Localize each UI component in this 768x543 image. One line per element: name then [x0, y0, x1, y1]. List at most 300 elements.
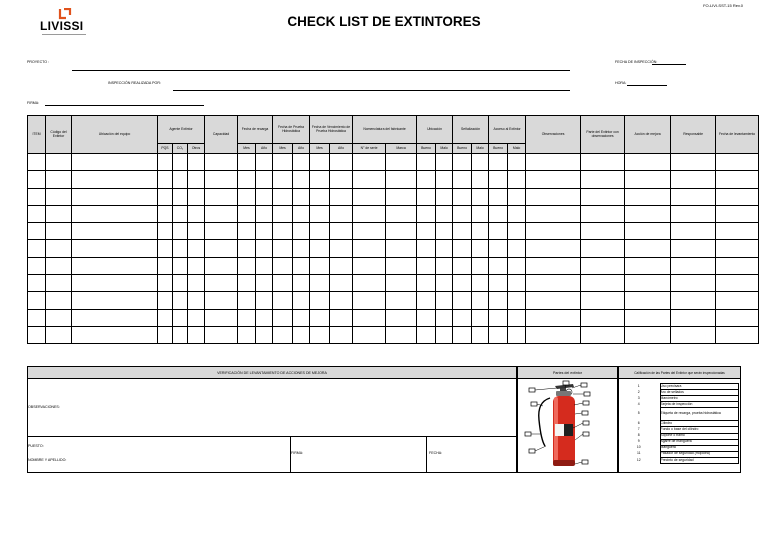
table-cell[interactable] — [173, 188, 188, 205]
table-cell[interactable] — [256, 309, 273, 326]
table-cell[interactable] — [436, 309, 453, 326]
table-cell[interactable] — [158, 154, 173, 171]
table-cell[interactable] — [46, 240, 72, 257]
table-cell[interactable] — [330, 240, 353, 257]
table-cell[interactable] — [453, 240, 472, 257]
table-cell[interactable] — [581, 205, 625, 222]
table-cell[interactable] — [386, 154, 417, 171]
table-cell[interactable] — [28, 275, 46, 292]
table-cell[interactable] — [386, 205, 417, 222]
table-cell[interactable] — [417, 292, 436, 309]
table-cell[interactable] — [526, 154, 581, 171]
table-cell[interactable] — [256, 223, 273, 240]
table-cell[interactable] — [581, 257, 625, 274]
table-cell[interactable] — [188, 154, 205, 171]
table-cell[interactable] — [205, 171, 238, 188]
table-cell[interactable] — [453, 309, 472, 326]
table-cell[interactable] — [386, 309, 417, 326]
table-cell[interactable] — [353, 154, 386, 171]
table-cell[interactable] — [508, 292, 526, 309]
table-cell[interactable] — [489, 257, 508, 274]
table-cell[interactable] — [489, 275, 508, 292]
table-cell[interactable] — [417, 223, 436, 240]
table-cell[interactable] — [238, 240, 256, 257]
table-cell[interactable] — [472, 171, 489, 188]
table-cell[interactable] — [330, 188, 353, 205]
table-cell[interactable] — [526, 309, 581, 326]
table-cell[interactable] — [310, 309, 330, 326]
table-cell[interactable] — [173, 326, 188, 343]
table-cell[interactable] — [581, 154, 625, 171]
table-cell[interactable] — [526, 205, 581, 222]
table-cell[interactable] — [28, 154, 46, 171]
table-cell[interactable] — [453, 205, 472, 222]
table-cell[interactable] — [293, 309, 310, 326]
table-cell[interactable] — [508, 188, 526, 205]
table-cell[interactable] — [273, 171, 293, 188]
table-cell[interactable] — [256, 154, 273, 171]
table-cell[interactable] — [489, 205, 508, 222]
table-cell[interactable] — [436, 188, 453, 205]
table-cell[interactable] — [273, 240, 293, 257]
table-cell[interactable] — [671, 240, 716, 257]
table-cell[interactable] — [489, 188, 508, 205]
table-cell[interactable] — [453, 171, 472, 188]
table-cell[interactable] — [330, 309, 353, 326]
table-cell[interactable] — [205, 223, 238, 240]
table-cell[interactable] — [310, 171, 330, 188]
table-cell[interactable] — [310, 223, 330, 240]
table-cell[interactable] — [158, 292, 173, 309]
table-cell[interactable] — [508, 275, 526, 292]
table-cell[interactable] — [625, 240, 671, 257]
table-cell[interactable] — [353, 275, 386, 292]
table-cell[interactable] — [453, 292, 472, 309]
table-cell[interactable] — [526, 188, 581, 205]
table-cell[interactable] — [716, 154, 759, 171]
table-cell[interactable] — [508, 223, 526, 240]
table-cell[interactable] — [310, 326, 330, 343]
table-cell[interactable] — [581, 326, 625, 343]
table-cell[interactable] — [158, 223, 173, 240]
table-cell[interactable] — [671, 326, 716, 343]
table-cell[interactable] — [526, 292, 581, 309]
table-cell[interactable] — [28, 326, 46, 343]
table-cell[interactable] — [158, 275, 173, 292]
observaciones-field[interactable] — [27, 379, 517, 437]
table-cell[interactable] — [581, 292, 625, 309]
table-cell[interactable] — [188, 257, 205, 274]
table-cell[interactable] — [238, 154, 256, 171]
table-cell[interactable] — [671, 275, 716, 292]
table-cell[interactable] — [28, 205, 46, 222]
table-cell[interactable] — [72, 309, 158, 326]
table-cell[interactable] — [72, 171, 158, 188]
table-cell[interactable] — [716, 326, 759, 343]
table-cell[interactable] — [188, 205, 205, 222]
table-cell[interactable] — [188, 326, 205, 343]
table-cell[interactable] — [716, 292, 759, 309]
table-cell[interactable] — [526, 275, 581, 292]
table-cell[interactable] — [46, 292, 72, 309]
hora-field[interactable] — [627, 85, 667, 86]
table-cell[interactable] — [330, 154, 353, 171]
table-cell[interactable] — [72, 275, 158, 292]
table-cell[interactable] — [472, 240, 489, 257]
table-cell[interactable] — [188, 240, 205, 257]
table-cell[interactable] — [173, 275, 188, 292]
table-cell[interactable] — [453, 223, 472, 240]
table-cell[interactable] — [238, 188, 256, 205]
table-cell[interactable] — [46, 154, 72, 171]
table-cell[interactable] — [205, 188, 238, 205]
table-cell[interactable] — [436, 205, 453, 222]
table-cell[interactable] — [256, 326, 273, 343]
table-cell[interactable] — [671, 309, 716, 326]
th-agente: Agente Extintor — [158, 116, 205, 144]
table-cell[interactable] — [158, 171, 173, 188]
table-cell[interactable] — [72, 326, 158, 343]
table-cell[interactable] — [671, 171, 716, 188]
table-cell[interactable] — [716, 257, 759, 274]
table-cell[interactable] — [716, 205, 759, 222]
table-cell[interactable] — [489, 223, 508, 240]
table-cell[interactable] — [205, 257, 238, 274]
table-cell[interactable] — [526, 171, 581, 188]
table-cell[interactable] — [581, 275, 625, 292]
table-cell[interactable] — [173, 223, 188, 240]
table-cell[interactable] — [417, 205, 436, 222]
table-cell[interactable] — [72, 154, 158, 171]
parte-name: Etiqueta de recarga, prueba hidrostática — [660, 408, 738, 421]
table-cell[interactable] — [489, 240, 508, 257]
table-cell[interactable] — [417, 309, 436, 326]
table-cell[interactable] — [173, 154, 188, 171]
table-cell[interactable] — [310, 292, 330, 309]
table-cell[interactable] — [671, 223, 716, 240]
table-cell[interactable] — [671, 205, 716, 222]
table-cell[interactable] — [453, 154, 472, 171]
table-cell[interactable] — [436, 275, 453, 292]
table-cell[interactable] — [205, 275, 238, 292]
table-cell[interactable] — [671, 292, 716, 309]
table-cell[interactable] — [46, 223, 72, 240]
firma-field[interactable] — [45, 105, 204, 106]
page-title: CHECK LIST DE EXTINTORES — [287, 14, 481, 29]
table-cell[interactable] — [173, 309, 188, 326]
table-cell[interactable] — [188, 309, 205, 326]
table-cell[interactable] — [310, 275, 330, 292]
table-cell[interactable] — [238, 223, 256, 240]
table-cell[interactable] — [508, 309, 526, 326]
table-cell[interactable] — [173, 240, 188, 257]
table-cell[interactable] — [508, 154, 526, 171]
table-cell[interactable] — [28, 240, 46, 257]
proyecto-field[interactable] — [72, 70, 570, 71]
table-cell[interactable] — [472, 205, 489, 222]
table-cell[interactable] — [293, 292, 310, 309]
table-cell[interactable] — [256, 188, 273, 205]
table-cell[interactable] — [353, 240, 386, 257]
table-cell[interactable] — [28, 188, 46, 205]
table-cell[interactable] — [716, 309, 759, 326]
table-cell[interactable] — [489, 326, 508, 343]
table-cell[interactable] — [625, 188, 671, 205]
table-cell[interactable] — [72, 223, 158, 240]
table-cell[interactable] — [716, 275, 759, 292]
table-cell[interactable] — [273, 154, 293, 171]
table-cell[interactable] — [581, 223, 625, 240]
table-cell[interactable] — [472, 154, 489, 171]
table-cell[interactable] — [273, 275, 293, 292]
table-cell[interactable] — [330, 292, 353, 309]
table-cell[interactable] — [508, 326, 526, 343]
table-cell[interactable] — [256, 205, 273, 222]
table-cell[interactable] — [273, 309, 293, 326]
table-cell[interactable] — [238, 309, 256, 326]
table-cell[interactable] — [273, 292, 293, 309]
table-cell[interactable] — [436, 223, 453, 240]
table-cell[interactable] — [436, 240, 453, 257]
table-cell[interactable] — [293, 188, 310, 205]
table-cell[interactable] — [188, 223, 205, 240]
table-cell[interactable] — [417, 171, 436, 188]
table-cell[interactable] — [46, 205, 72, 222]
table-cell[interactable] — [310, 188, 330, 205]
table-cell[interactable] — [436, 292, 453, 309]
table-cell[interactable] — [625, 223, 671, 240]
table-cell[interactable] — [72, 205, 158, 222]
table-cell[interactable] — [205, 240, 238, 257]
table-cell[interactable] — [46, 309, 72, 326]
table-cell[interactable] — [386, 326, 417, 343]
table-cell[interactable] — [472, 326, 489, 343]
table-cell[interactable] — [508, 240, 526, 257]
table-cell[interactable] — [353, 309, 386, 326]
table-cell[interactable] — [581, 188, 625, 205]
table-cell[interactable] — [72, 240, 158, 257]
table-cell[interactable] — [526, 240, 581, 257]
table-cell[interactable] — [436, 171, 453, 188]
table-cell[interactable] — [489, 154, 508, 171]
parte-name: Tarjeta de inspección — [660, 402, 738, 408]
table-cell[interactable] — [273, 223, 293, 240]
table-cell[interactable] — [716, 188, 759, 205]
th-fecha-levantamiento: Fecha de levantamiento — [716, 116, 759, 154]
table-cell[interactable] — [310, 154, 330, 171]
table-cell[interactable] — [671, 188, 716, 205]
table-cell[interactable] — [417, 154, 436, 171]
table-cell[interactable] — [453, 188, 472, 205]
table-cell[interactable] — [417, 326, 436, 343]
table-cell[interactable] — [205, 326, 238, 343]
table-cell[interactable] — [205, 309, 238, 326]
table-cell[interactable] — [453, 257, 472, 274]
table-cell[interactable] — [625, 309, 671, 326]
table-cell[interactable] — [716, 171, 759, 188]
table-cell[interactable] — [188, 171, 205, 188]
table-cell[interactable] — [671, 154, 716, 171]
table-cell[interactable] — [472, 292, 489, 309]
table-cell[interactable] — [417, 257, 436, 274]
table-cell[interactable] — [330, 171, 353, 188]
table-cell[interactable] — [293, 326, 310, 343]
table-cell[interactable] — [293, 154, 310, 171]
table-cell[interactable] — [353, 257, 386, 274]
table-cell[interactable] — [173, 205, 188, 222]
table-cell[interactable] — [386, 171, 417, 188]
table-cell[interactable] — [205, 154, 238, 171]
table-cell[interactable] — [386, 275, 417, 292]
table-cell[interactable] — [386, 240, 417, 257]
table-cell[interactable] — [158, 188, 173, 205]
table-cell[interactable] — [158, 326, 173, 343]
table-cell[interactable] — [310, 240, 330, 257]
table-cell[interactable] — [671, 257, 716, 274]
table-cell[interactable] — [330, 326, 353, 343]
inspeccion-por-field[interactable] — [173, 90, 570, 91]
table-cell[interactable] — [330, 223, 353, 240]
table-cell[interactable] — [293, 257, 310, 274]
table-cell[interactable] — [293, 275, 310, 292]
table-cell[interactable] — [256, 240, 273, 257]
table-cell[interactable] — [417, 275, 436, 292]
table-cell[interactable] — [489, 309, 508, 326]
table-cell[interactable] — [625, 171, 671, 188]
table-cell[interactable] — [28, 292, 46, 309]
table-cell[interactable] — [386, 292, 417, 309]
table-cell[interactable] — [173, 171, 188, 188]
table-cell[interactable] — [353, 188, 386, 205]
table-cell[interactable] — [581, 309, 625, 326]
table-cell[interactable] — [472, 188, 489, 205]
table-cell[interactable] — [625, 275, 671, 292]
table-cell[interactable] — [188, 188, 205, 205]
table-cell[interactable] — [625, 292, 671, 309]
table-cell[interactable] — [436, 326, 453, 343]
table-cell[interactable] — [625, 257, 671, 274]
fecha-inspeccion-field[interactable] — [652, 64, 686, 65]
table-cell[interactable] — [46, 275, 72, 292]
table-cell[interactable] — [581, 171, 625, 188]
table-cell[interactable] — [436, 257, 453, 274]
table-cell[interactable] — [353, 292, 386, 309]
table-cell[interactable] — [353, 171, 386, 188]
table-cell[interactable] — [436, 154, 453, 171]
firma-bottom-label: FIRMA: — [291, 451, 304, 455]
table-cell[interactable] — [472, 223, 489, 240]
table-cell[interactable] — [489, 292, 508, 309]
table-cell[interactable] — [46, 188, 72, 205]
table-cell[interactable] — [158, 205, 173, 222]
table-cell[interactable] — [386, 223, 417, 240]
table-cell[interactable] — [386, 257, 417, 274]
table-cell[interactable] — [256, 171, 273, 188]
table-cell[interactable] — [310, 205, 330, 222]
table-cell[interactable] — [256, 257, 273, 274]
table-cell[interactable] — [293, 223, 310, 240]
table-cell[interactable] — [238, 326, 256, 343]
table-cell[interactable] — [256, 292, 273, 309]
table-cell[interactable] — [386, 188, 417, 205]
table-cell[interactable] — [173, 257, 188, 274]
table-cell[interactable] — [508, 171, 526, 188]
table-cell[interactable] — [453, 275, 472, 292]
table-cell[interactable] — [188, 275, 205, 292]
table-cell[interactable] — [238, 292, 256, 309]
table-cell[interactable] — [716, 240, 759, 257]
table-cell[interactable] — [508, 205, 526, 222]
table-cell[interactable] — [330, 205, 353, 222]
table-cell[interactable] — [353, 326, 386, 343]
table-cell[interactable] — [72, 188, 158, 205]
table-cell[interactable] — [489, 171, 508, 188]
table-cell[interactable] — [293, 205, 310, 222]
table-cell[interactable] — [581, 240, 625, 257]
table-cell[interactable] — [453, 326, 472, 343]
table-cell[interactable] — [353, 205, 386, 222]
table-cell[interactable] — [238, 171, 256, 188]
table-cell[interactable] — [293, 171, 310, 188]
table-cell[interactable] — [205, 205, 238, 222]
table-cell[interactable] — [417, 188, 436, 205]
table-cell[interactable] — [526, 257, 581, 274]
table-cell[interactable] — [625, 154, 671, 171]
table-cell[interactable] — [273, 205, 293, 222]
table-cell[interactable] — [72, 257, 158, 274]
table-cell[interactable] — [273, 188, 293, 205]
table-cell[interactable] — [273, 257, 293, 274]
label-box-10 — [583, 432, 589, 436]
table-cell[interactable] — [158, 309, 173, 326]
table-cell[interactable] — [526, 326, 581, 343]
table-cell[interactable] — [625, 205, 671, 222]
table-cell[interactable] — [28, 257, 46, 274]
table-cell[interactable] — [173, 292, 188, 309]
table-cell[interactable] — [238, 275, 256, 292]
table-cell[interactable] — [28, 223, 46, 240]
table-cell[interactable] — [158, 240, 173, 257]
table-cell[interactable] — [508, 257, 526, 274]
table-cell[interactable] — [273, 326, 293, 343]
table-cell[interactable] — [293, 240, 310, 257]
table-cell[interactable] — [472, 275, 489, 292]
table-cell[interactable] — [716, 223, 759, 240]
table-cell[interactable] — [256, 275, 273, 292]
table-cell[interactable] — [158, 257, 173, 274]
table-cell[interactable] — [472, 309, 489, 326]
parte-name: Cilindro — [660, 421, 738, 427]
table-cell[interactable] — [72, 292, 158, 309]
table-cell[interactable] — [46, 171, 72, 188]
table-cell[interactable] — [526, 223, 581, 240]
table-cell[interactable] — [353, 223, 386, 240]
table-cell[interactable] — [238, 205, 256, 222]
table-cell[interactable] — [46, 326, 72, 343]
table-cell[interactable] — [46, 257, 72, 274]
table-cell[interactable] — [472, 257, 489, 274]
table-cell[interactable] — [330, 257, 353, 274]
table-cell[interactable] — [625, 326, 671, 343]
table-cell[interactable] — [417, 240, 436, 257]
table-cell[interactable] — [28, 309, 46, 326]
table-cell[interactable] — [205, 292, 238, 309]
table-cell[interactable] — [28, 171, 46, 188]
table-cell[interactable] — [238, 257, 256, 274]
table-cell[interactable] — [330, 275, 353, 292]
table-cell[interactable] — [188, 292, 205, 309]
table-cell[interactable] — [310, 257, 330, 274]
